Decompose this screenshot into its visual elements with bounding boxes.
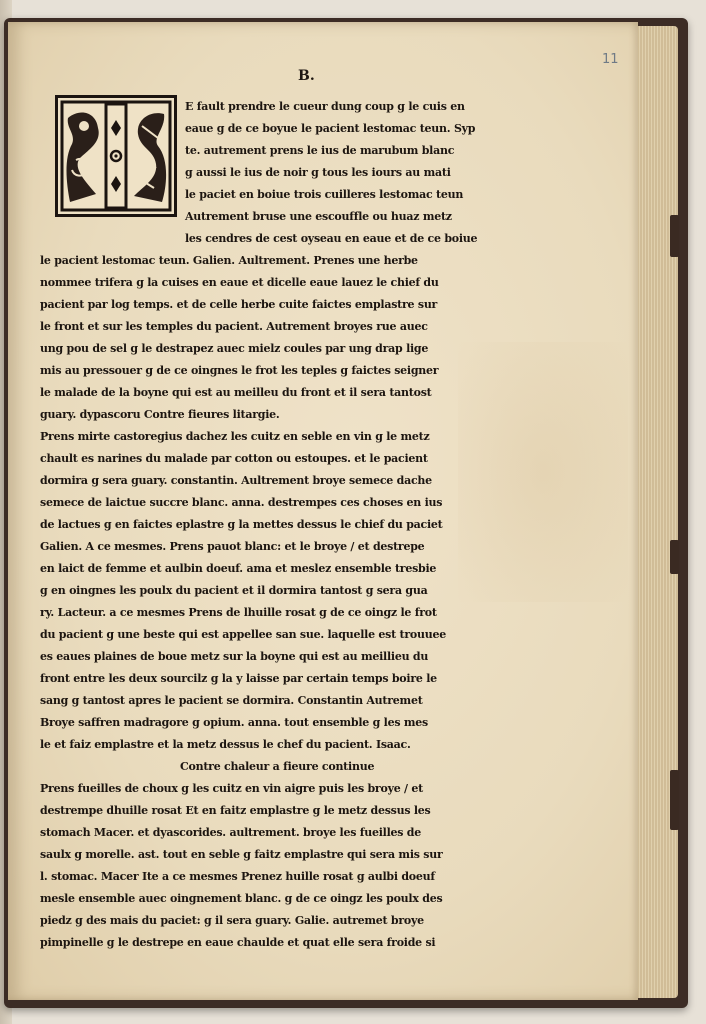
bookmark-ribbon-bottom bbox=[670, 770, 679, 830]
text-line: le et faiz emplastre et la metz dessus le chef du pacient. Isaac. bbox=[40, 738, 411, 751]
text-line: du pacient g une beste qui est appellee san sue. laquelle est trouuee bbox=[40, 628, 446, 641]
text-line: guary. dypascoru Contre fieures litargie. bbox=[40, 408, 280, 421]
text-line: Prens mirte castoregius dachez les cuitz en seble en vin g le metz bbox=[40, 430, 430, 443]
text-line: pimpinelle g le destrepe en eaue chaulde et quat elle sera froide si bbox=[40, 936, 436, 949]
section-heading: Contre chaleur a fieure continue bbox=[180, 760, 375, 773]
text-line: le front et sur les temples du pacient. Autrement broyes rue auec bbox=[40, 320, 428, 333]
text-line: saulx g morelle. ast. tout en seble g faitz emplastre qui sera mis sur bbox=[40, 848, 443, 861]
page-edges bbox=[632, 26, 678, 998]
text-line: es eaues plaines de boue metz sur la boyne qui est au meillieu du bbox=[40, 650, 429, 663]
text-line: les cendres de cest oyseau en eaue et de ce boiue bbox=[185, 232, 478, 245]
text-line: l. stomac. Macer Ite a ce mesmes Prenez huille rosat g aulbi doeuf bbox=[40, 870, 435, 883]
text-line: Prens fueilles de choux g les cuitz en vin aigre puis les broye / et bbox=[40, 782, 423, 795]
text-line: pacient par log temps. et de celle herbe cuite faictes emplastre sur bbox=[40, 298, 438, 311]
text-line: le pacient lestomac teun. Galien. Aultrement. Prenes une herbe bbox=[40, 254, 418, 267]
text-line: ung pou de sel g le destrapez auec mielz coules par ung drap lige bbox=[40, 342, 429, 355]
text-line: semece de laictue succre blanc. anna. destrempes ces choses en ius bbox=[40, 496, 443, 509]
bookmark-ribbon-middle bbox=[670, 540, 679, 574]
text-line: chault es narines du malade par cotton ou estoupes. et le pacient bbox=[40, 452, 428, 465]
text-line: piedz g des mais du paciet: g il sera guary. Galie. autremet broye bbox=[40, 914, 424, 927]
text-line: front entre les deux sourcilz g la y laisse par certain temps boire le bbox=[40, 672, 437, 685]
text-line: te. autrement prens le ius de marubum blanc bbox=[185, 144, 455, 157]
running-head: B. bbox=[298, 68, 315, 84]
text-line: destrempe dhuille rosat Et en faitz emplastre g le metz dessus les bbox=[40, 804, 431, 817]
text-line: stomach Macer. et dyascorides. aultrement. broye les fueilles de bbox=[40, 826, 421, 839]
text-block bbox=[40, 96, 488, 954]
text-line: sang g tantost apres le pacient se dormira. Constantin Autremet bbox=[40, 694, 423, 707]
text-line: ry. Lacteur. a ce mesmes Prens de lhuille rosat g de ce oingz le frot bbox=[40, 606, 437, 619]
text-line: Broye saffren madragore g opium. anna. tout ensemble g les mes bbox=[40, 716, 428, 729]
text-line: de lactues g en faictes eplastre g la mettes dessus le chief du paciet bbox=[40, 518, 443, 531]
text-line: Autrement bruse une escouffle ou huaz metz bbox=[185, 210, 452, 223]
text-line: E fault prendre le cueur dung coup g le cuis en bbox=[185, 100, 465, 113]
text-line: g aussi le ius de noir g tous les iours au mati bbox=[185, 166, 451, 179]
text-line: Galien. A ce mesmes. Prens pauot blanc: et le broye / et destrepe bbox=[40, 540, 425, 553]
text-line: eaue g de ce boyue le pacient lestomac teun. Syp bbox=[185, 122, 476, 135]
bookmark-ribbon-top bbox=[670, 215, 679, 257]
text-line: g en oingnes les poulx du pacient et il dormira tantost g sera gua bbox=[40, 584, 428, 597]
text-line: nommee trifera g la cuises en eaue et dicelle eaue lauez le chief du bbox=[40, 276, 439, 289]
folio-number: 11 bbox=[602, 52, 619, 67]
text-line: mesle ensemble auec oingnement blanc. g de ce oingz les poulx des bbox=[40, 892, 443, 905]
text-line: dormira g sera guary. constantin. Aultrement broye semece dache bbox=[40, 474, 432, 487]
text-line: en laict de femme et aulbin doeuf. ama et meslez ensemble tresbie bbox=[40, 562, 437, 575]
text-line: le paciet en boiue trois cuilleres lestomac teun bbox=[185, 188, 464, 201]
text-line: le malade de la boyne qui est au meilleu du front et il sera tantost bbox=[40, 386, 432, 399]
text-line: mis au pressouer g de ce oingnes le frot les teples g faictes seigner bbox=[40, 364, 439, 377]
